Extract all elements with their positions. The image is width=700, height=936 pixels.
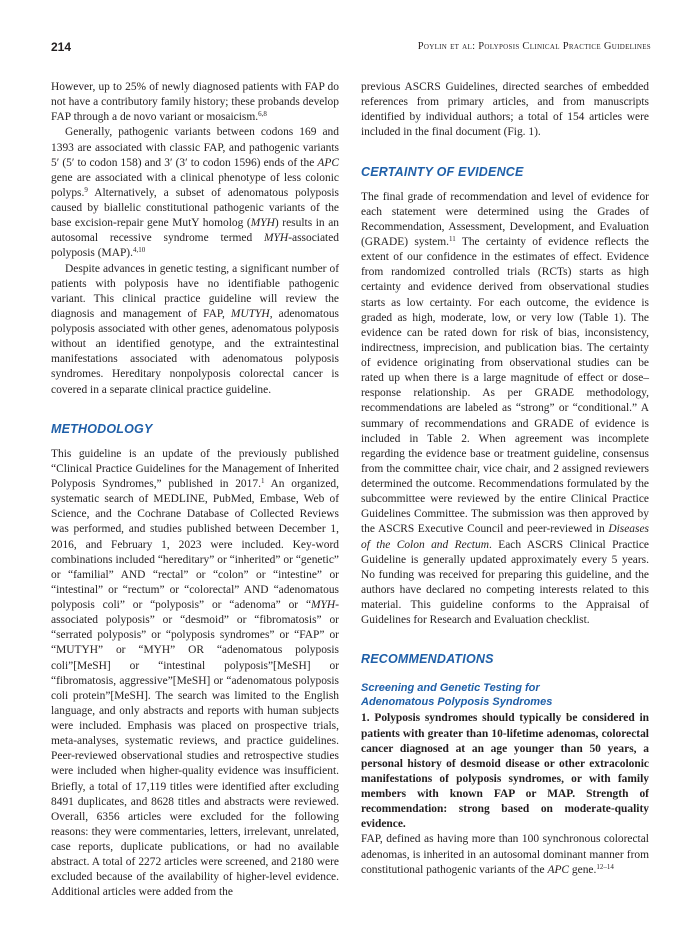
left-column	[51, 80, 339, 901]
paragraph: Generally, pathogenic variants between codons 169 and 1393 are associated with classic FAP, and pathogenic variants 5′ (5′ to codon 158) and 3′ (3′ to codon 1596) ends of the APC gene are associated with a clinical phenotype of less colonic polyps.$^9$ Alternatively, a subset of adenomatous polyposis caused by biallelic constitutional pathogenic variants of the base excision-repair gene MutY homolog (MYH) results in an autosomal recessive syndrome termed MYH-associated polyposis (MAP).$^{4,10}$	[51, 126, 339, 260]
paragraph: Despite advances in genetic testing, a significant number of patients with polyposis have no identifiable pathogenic variant. This clinical practice guideline will review the diagnosis and management of FAP, MUTYH, adenomatous polyposis associated with other genes, adenomatous polyposis without an identified genotype, and the extraintestinal manifestations associated with adenomatous polyposis syndromes. Hereditary nonpolyposis colorectal cancer is covered in a separate clinical practice guideline.	[51, 262, 339, 396]
paragraph: This guideline is an update of the previously published “Clinical Practice Guidelines for the Management of Inherited Polyposis Syndromes,” published in 2017.$^1$ An organized, systematic search of MEDLINE, PubMed, Embase, Web of Science, and the Cochrane Database of Collected Reviews was performed, and studies published between December 1, 2016, and February 1, 2023 were included. Key-word combinations included “hereditary” or “inherited” or “genetic” or “familial” AND “rectal” or “colon” or “intestine” or “intestinal” or “rectum” or “colorectal” AND “adenomatous polyposis coli” or “polyposis” or “adenoma” or “MYH-associated polyposis” or “desmoid” or “fibromatosis” or “serrated polyposis” or “polyposis syndromes” or “FAP” or “MUTYH” or “MYH” OR “adenomatous polyposis coli”[MeSH] or “intestinal polyposis”[MeSH] or “fibromatosis, aggressive”[MeSH] or “adenomatous polyposis coli protein”[MeSH]. The search was limited to the English language, and only abstracts and reports with human subjects were included. Emphasis was placed on prospective trials, meta-analyses, systematic reviews, and practice guidelines. Peer-reviewed observational studies and retrospective studies were included when higher-quality evidence was insufficient. Briefly, a total of 17,119 titles were identified after excluding 8491 duplicates, and 8628 titles and abstracts were reviewed. Overall, 6356 articles were excluded for the following reasons: they were commentaries, letters, irrelevant, unrelated, case reports, duplicate publications, or had no available abstract. A total of 2272 articles were screened, and 2180 were excluded because of the availability of higher-level evidence. Additional articles were added from the	[51, 447, 339, 899]
section-heading-recommendations: RECOMMENDATIONS	[361, 652, 494, 667]
subsection-heading: Screening and Genetic Testing for Adenomatous Polyposis Syndromes	[361, 682, 553, 709]
recommendation-1: 1. Polyposis syndromes should typically be considered in patients with greater than 10-lifetime adenomas, colorectal cancer diagnosed at an age younger than 50 years, a personal history of desmoid disease or other extracolonic manifestations of polyposis syndromes, or with family members with known FAP or MAP. Strength of recommendation: strong based on moderate-quality evidence.	[361, 712, 649, 831]
running-head: Poylin et al: Polyposis Clinical Practice Guidelines	[417, 41, 651, 52]
section-heading-certainty: CERTAINTY OF EVIDENCE	[361, 164, 524, 179]
page-number: 214	[51, 40, 72, 54]
paragraph: FAP, defined as having more than 100 synchronous colorectal adenomas, is inherited in an autosomal dominant manner from constitutional pathogenic variants of the APC gene.$^{12-14}$	[361, 833, 649, 876]
paragraph: previous ASCRS Guidelines, directed searches of embedded references from primary articles, and from manuscripts identified by individual authors; a total of 154 articles were included in the final document (Fig. 1).	[361, 81, 649, 139]
paragraph: The final grade of recommendation and level of evidence for each statement were determined using the Grades of Recommendation, Assessment, Development, and Evaluation (GRADE) system.$^{11}$ The certainty of evidence reflects the extent of our confidence in the estimates of effect. Evidence from randomized controlled trials (RCTs) starts as high certainty and evidence derived from observational studies starts as low certainty. For each outcome, the evidence is graded as high, moderate, low, or very low (Table 1). The evidence can be rated down for risk of bias, inconsistency, indirectness, imprecision, and publication bias. The certainty of evidence originating from observational studies can be rated up when there is a large magnitude of effect or dose–response relationship. As per GRADE methodology, recommendations are labeled as “strong” or “conditional.” A summary of recommendations and GRADE of evidence is included in Table 2. When agreement was incomplete regarding the evidence base or treatment guideline, consensus from the committee chair, vice chair, and 2 assigned reviewers determined the outcome. Recommendations formulated by the subcommittee were reviewed by the entire Clinical Practice Guidelines Committee. The submission was then approved by the ASCRS Executive Council and peer-reviewed in Diseases of the Colon and Rectum. Each ASCRS Clinical Practice Guideline is generally updated approximately every 5 years. No funding was received for preparing this guideline, and the authors have declared no competing interests related to this material. This guideline conforms to the Appraisal of Guidelines for Research and Evaluation checklist.	[361, 190, 649, 627]
paragraph: However, up to 25% of newly diagnosed patients with FAP do not have a contributory family history; these probands develop FAP through a de novo variant or mosaicism.$^{6,8}$	[51, 81, 339, 124]
section-heading-methodology: METHODOLOGY	[51, 421, 153, 436]
page-header	[51, 40, 651, 58]
right-column	[361, 80, 649, 878]
